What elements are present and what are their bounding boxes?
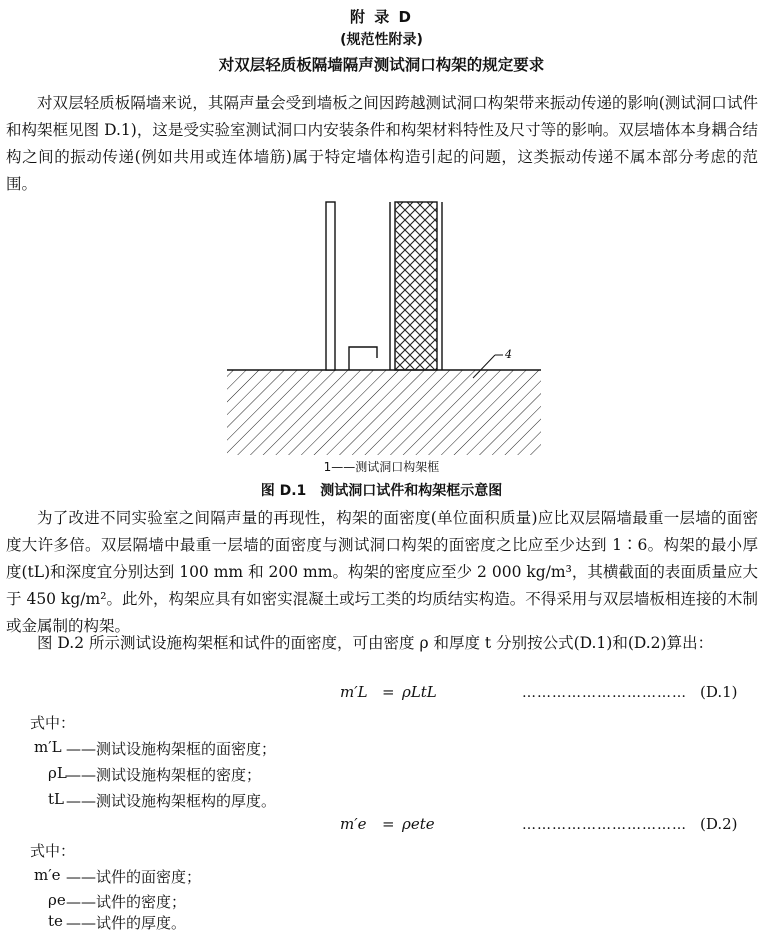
figure-legend: 1——测试洞口构架框 <box>323 460 440 474</box>
def2-text-0: ——试件的面密度； <box>66 868 202 886</box>
formula-d1-equals: = <box>382 683 395 701</box>
left-wall-leaf <box>326 202 335 370</box>
def1-text-0: ——测试设施构架框的面密度； <box>66 740 277 758</box>
def2-symbol-0: m′e <box>34 866 61 884</box>
def2-symbol-2: te <box>48 912 63 930</box>
test-opening-figure <box>225 200 545 455</box>
formula-d2-dots: …………………………… <box>522 817 687 833</box>
bracket <box>349 347 377 370</box>
normative-label: (规范性附录) <box>340 32 423 48</box>
right-wall-leaf <box>395 202 437 370</box>
appendix-title: 对双层轻质板隔墙隔声测试洞口构架的规定要求 <box>218 56 545 74</box>
formula-d1-number: (D.1) <box>700 683 738 701</box>
def1-symbol-1: ρL <box>48 764 67 782</box>
formula-d1-rhs: ρLtL <box>402 683 437 701</box>
formula-d1-lhs: m′L <box>340 683 368 701</box>
figure-caption: 图 D.1 测试洞口试件和构架框示意图 <box>260 483 503 499</box>
def1-symbol-0: m′L <box>34 738 62 756</box>
where-label-2: 式中： <box>30 842 76 860</box>
appendix-heading: 附 录 D <box>350 8 413 26</box>
paragraph-requirements: 为了改进不同实验室之间隔声量的再现性，构架的面密度(单位面积质量)应比双层隔墙最重一层墙的面密度大许多倍。双层隔墙中最重一层墙的面密度与测试洞口构架的面密度之比应至少达到 1∶6。构架的最小厚度(tL)和深度宜分别达到 100 mm 和 200 mm。构架的密度应至少 2 000 kg/m³，其横截面的表面质量应大于 450 kg/m²。此外，构架应具有如密实混凝土或圬工类的均质结实构造。不得采用与双层墙板相连接的木制或金属制的构架。 <box>6 509 758 635</box>
def2-symbol-1: ρe <box>48 891 66 909</box>
paragraph-formula-intro: 图 D.2 所示测试设施构架框和试件的面密度，可由密度 ρ 和厚度 t 分别按公式(D.1)和(D.2)算出： <box>37 634 714 652</box>
where-label-1: 式中： <box>30 714 76 732</box>
formula-d2-equals: = <box>382 815 395 833</box>
callout-number: 4 <box>505 348 512 361</box>
formula-d2-lhs: m′e <box>340 815 367 833</box>
def2-text-2: ——试件的厚度。 <box>66 914 187 932</box>
def1-text-2: ——测试设施构架框构的厚度。 <box>66 792 277 810</box>
formula-d2-number: (D.2) <box>700 815 738 833</box>
frame-hatched-mass <box>227 370 541 455</box>
def1-symbol-2: tL <box>48 790 64 808</box>
def1-text-1: ——测试设施构架框的密度； <box>66 766 262 784</box>
paragraph-intro: 对双层轻质板隔墙来说，其隔声量会受到墙板之间因跨越测试洞口构架带来振动传递的影响(测试洞口试件和构架框见图 D.1)，这是受实验室测试洞口内安装条件和构架材料特性及尺寸等的影响。双层墙体本身耦合结构之间的振动传递(例如共用或连体墙筋)属于特定墙体构造引起的问题，这类振动传递不属本部分考虑的范围。 <box>6 94 758 193</box>
def2-text-1: ——试件的密度； <box>66 893 187 911</box>
formula-d1-dots: …………………………… <box>522 685 687 701</box>
formula-d2-rhs: ρete <box>402 815 435 833</box>
